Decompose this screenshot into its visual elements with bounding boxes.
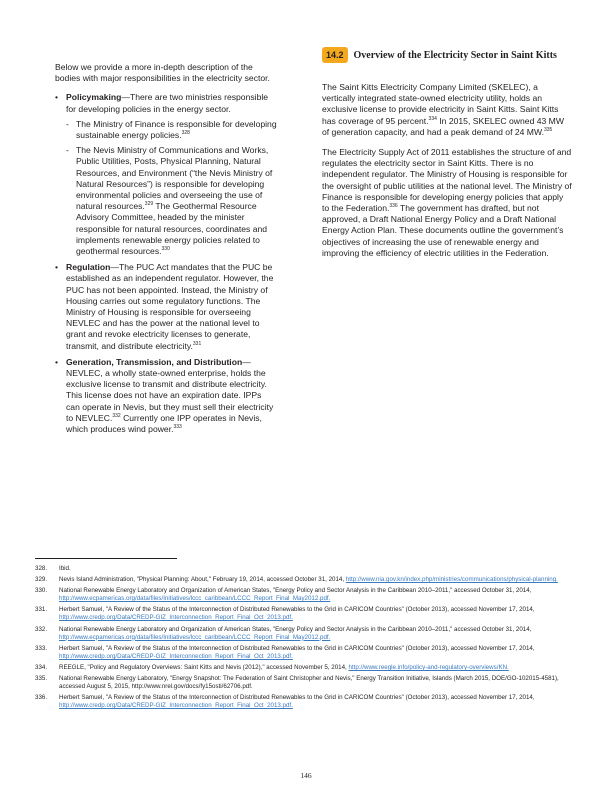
footnote-number: 329. [35, 576, 48, 584]
footnote-item [35, 626, 575, 642]
footnote-text: Herbert Samuel, "A Review of the Status of the Interconnection of Distributed Renewables to the Grid in CARICOM Countries" (October 2013), accessed November 17, 2014, [59, 606, 535, 614]
supply-act-paragraph [322, 147, 572, 259]
footnote-text: Ibid. [59, 565, 71, 572]
right-column [322, 82, 572, 259]
footnote-ref-330[interactable]: 330 [161, 246, 170, 253]
intro-paragraph: Below we provide a more in-depth description of the bodies with major responsibilities in the electricity sector. [55, 62, 270, 84]
footnote-item [35, 694, 575, 710]
footnote-ref-336[interactable]: 336 [389, 203, 398, 210]
footnote-number: 334. [35, 663, 48, 671]
footnote-text: National Renewable Energy Laboratory and Organization of American States, "Energy Policy and Sector Analysis in the Caribbean 2010–2011," accessed October 31, 2014, [59, 587, 532, 595]
footnote-divider [35, 558, 177, 559]
supply-act-text: The Electricity Supply Act of 2011 establishes the structure of and regulates the electricity sector in Saint Kitts. There is no independent regulator. The Ministry of Housing is responsible for the oversight of public utilities at the national level. The Ministry of Finance is responsible for developing energy policies that apply to the Federation. [322, 147, 572, 214]
footnote-ref-331[interactable]: 331 [192, 340, 202, 347]
footnote-ref-332[interactable]: 332 [112, 413, 121, 420]
footnote-link[interactable]: http://www.ecpamericas.org/data/files/Initiatives/lccc_caribbean/LCCC_Report_Final_May2012.pdf. [59, 633, 331, 641]
footnote-item [35, 664, 575, 672]
list-item-nevis-ministry [66, 145, 277, 257]
footnote-ref-333[interactable]: 333 [173, 424, 182, 431]
footnote-text: REEGLE, "Policy and Regulatory Overviews: Saint Kitts and Nevis (2012)," accessed November 5, 2014, [59, 663, 349, 671]
page-number: 146 [300, 771, 312, 780]
footnote-number: 336. [35, 694, 48, 702]
regulation-label: Regulation [66, 262, 111, 273]
skelec-paragraph [322, 82, 572, 138]
regulation-text: —The PUC Act mandates that the PUC be established as an independent regulator. However, the PUC has not been appointed. Instead, the Ministry of Housing carries out some regulatory functions. The Ministry of Housing is responsible for overseeing NEVLEC and has the power at the national level to grant and revoke electricity licenses to generate, transmit, and distribute electricity. [66, 262, 274, 351]
footnote-link[interactable]: http://www.ecpamericas.org/data/files/Initiatives/lccc_caribbean/LCCC_Report_Final_May2012.pdf. [59, 595, 331, 603]
policymaking-text: —There are two ministries responsible for developing policies in the energy sector. [66, 92, 269, 114]
footnote-number: 333. [35, 644, 48, 652]
skelec-capacity-text: In 2015, SKELEC owned 43 MW of generation capacity, and had a peak demand of 24 MW. [322, 115, 564, 137]
ministry-finance-text: The Ministry of Finance is responsible for developing sustainable energy policies. [76, 118, 277, 141]
section-number-badge: 14.2 [322, 47, 348, 63]
list-item-ministry-finance [66, 119, 277, 141]
footnote-item [35, 565, 575, 573]
generation-label: Generation, Transmission, and Distribution [66, 356, 243, 367]
list-item-policymaking [55, 92, 277, 257]
footnote-item [35, 587, 575, 603]
generation-text: — NEVLEC, a wholly state-owned enterprise, holds the exclusive license to transmit and distribute electricity. This license does not have an expiration date. IPPs can operate in Nevis, but they must sell their electricity to NEVLEC. [66, 356, 274, 423]
footnote-text: Herbert Samuel, "A Review of the Status of the Interconnection of Distributed Renewables to the Grid in CARICOM Countries" (October 2013), accessed November 17, 2014, [59, 694, 535, 702]
section-heading [322, 47, 557, 63]
nevis-ministry-text: The Nevis Ministry of Communications and Works, Public Utilities, Posts, Physical Planning, Natural Resources, and Environment (“the Nevis Ministry of Natural Resources”) is responsible for developing environmental policies and overseeing the use of natural resources. [76, 145, 273, 212]
footnote-item [35, 645, 575, 661]
footnote-ref-329[interactable]: 329 [144, 201, 154, 208]
footnote-text: Herbert Samuel, "A Review of the Status of the Interconnection of Distributed Renewables to the Grid in CARICOM Countries" (October 2013), accessed November 17, 2014, [59, 644, 535, 652]
footnote-ref-335[interactable]: 335 [544, 126, 553, 133]
footnote-link[interactable]: http://www.credp.org/Data/CREDP-GIZ_Interconnection_Report_Final_Oct_2013.pdf. [59, 652, 293, 660]
responsibility-list [55, 92, 277, 435]
geothermal-committee-text: The Geothermal Resource Advisory Committee, headed by the minister responsible for natural resources, coordinates and implements renewable energy policies related to geothermal resources. [76, 201, 268, 257]
policymaking-sublist [66, 119, 277, 257]
footnotes [35, 565, 575, 713]
footnote-ref-334[interactable]: 334 [428, 115, 437, 122]
footnote-number: 328. [35, 565, 48, 572]
footnote-number: 331. [35, 606, 48, 614]
footnote-item [35, 606, 575, 622]
left-column [55, 62, 277, 440]
footnote-number: 332. [35, 625, 48, 633]
footnote-text: National Renewable Energy Laboratory and Organization of American States, "Energy Policy and Sector Analysis in the Caribbean 2010–2011," accessed October 31, 2014, [59, 625, 532, 633]
skelec-text: The Saint Kitts Electricity Company Limited (SKELEC), a vertically integrated state-owned electricity utility, holds an exclusive license to provide electricity in Saint Kitts. Saint Kitts has coverage of 95 percent. [322, 82, 559, 126]
footnote-ref-328[interactable]: 328 [181, 130, 190, 137]
footnote-link[interactable]: http://www.nia.gov.kn/index.php/ministries/communications/physical-planning. [345, 576, 558, 584]
footnote-text: Nevis Island Administration, "Physical Planning: About," February 19, 2014, accessed October 31, 2014, [59, 576, 346, 584]
footnote-number: 335. [35, 675, 48, 683]
footnote-link[interactable]: http://www.credp.org/Data/CREDP-GIZ_Interconnection_Report_Final_Oct_2013.pdf. [59, 614, 293, 622]
footnote-number: 330. [35, 587, 48, 595]
footnote-item [35, 576, 575, 584]
policymaking-label: Policymaking [66, 92, 122, 103]
footnote-item [35, 675, 575, 691]
footnote-link[interactable]: http://www.credp.org/Data/CREDP-GIZ_Interconnection_Report_Final_Oct_2013.pdf. [59, 702, 293, 710]
list-item-generation [55, 357, 277, 435]
footnote-link[interactable]: http://www.reegle.info/policy-and-regulatory-overviews/KN. [348, 663, 509, 671]
draft-policy-text: The government has drafted, but not approved, a Draft National Energy Policy and a Draft National Energy Action Plan. These documents outline the government’s objectives of increasing the use of renewable energy and improving the efficiency of electric utilities in the Federation. [322, 203, 564, 258]
generation-text-b: Currently one IPP operates in Nevis, which produces wind power. [66, 412, 262, 435]
footnote-text: National Renewable Energy Laboratory, "Energy Snapshot: The Federation of Saint Christopher and Nevis," Energy Transition Initiative, Islands (March 2015, DOE/GO-102015-4581), accessed August 5, 2015, http://www.nrel.gov/docs/fy15osti/62706.pdf. [59, 675, 559, 691]
list-item-regulation [55, 262, 277, 352]
section-title: Overview of the Electricity Sector in Saint Kitts [353, 49, 557, 61]
